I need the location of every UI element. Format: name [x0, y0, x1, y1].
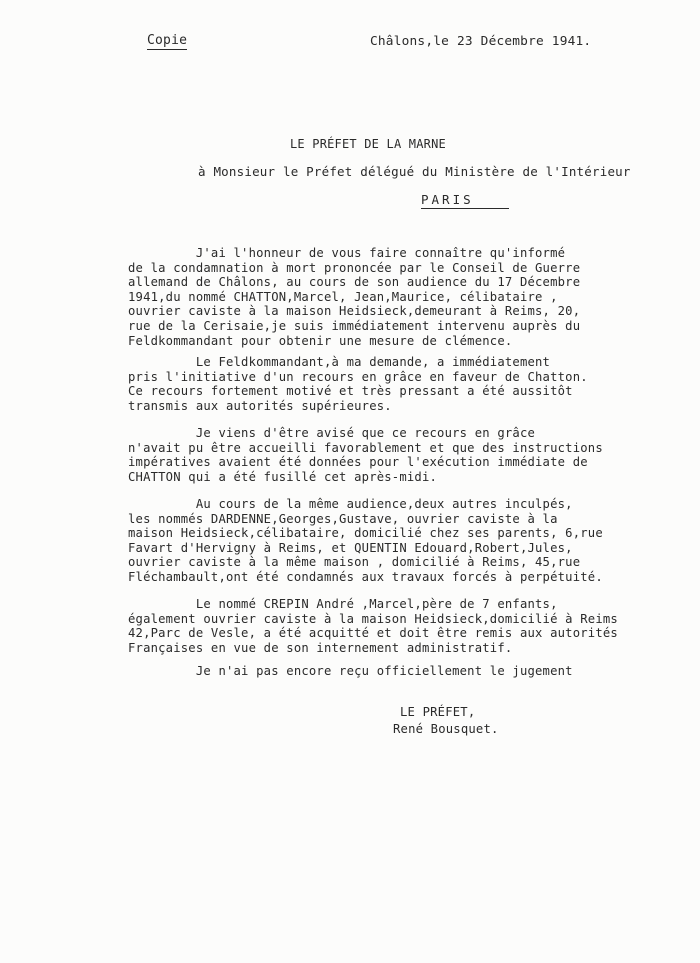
paragraph-5 [128, 597, 688, 655]
text-line: J'ai l'honneur de vous faire connaître qu'informé [128, 246, 566, 260]
recipient-line: à Monsieur le Préfet délégué du Ministère de l'Intérieur [198, 164, 631, 179]
paragraph-4 [128, 497, 688, 585]
sender-title: LE PRÉFET DE LA MARNE [290, 137, 446, 151]
paragraph-1 [128, 246, 688, 348]
text-line: Le Feldkommandant,à ma demande, a immédiatement [128, 355, 551, 369]
text-line: 42,Parc de Vesle, a été acquitté et doit être remis aux autorités [128, 626, 618, 641]
text-line: 1941,du nommé CHATTON,Marcel, Jean,Maurice, célibataire , [128, 289, 558, 304]
text-line: Je viens d'être avisé que ce recours en grâce [128, 426, 536, 440]
text-line: Ce recours fortement motivé et très pressant a été aussitôt [128, 384, 573, 399]
text-line: n'avait pu être accueilli favorablement et que des instructions [128, 440, 603, 455]
text-line: Françaises en vue de son internement administratif. [128, 640, 513, 655]
text-line: Feldkommandant pour obtenir une mesure de clémence. [128, 333, 513, 348]
text-line: Fléchambault,ont été condamnés aux travaux forcés à perpétuité. [128, 569, 603, 584]
paragraph-2 [128, 355, 688, 413]
text-line: CHATTON qui a été fusillé cet après-midi. [128, 469, 438, 484]
text-line: de la condamnation à mort prononcée par le Conseil de Guerre [128, 260, 581, 275]
text-line: ouvrier caviste à la maison Heidsieck,demeurant à Reims, 20, [128, 304, 581, 319]
text-line: allemand de Châlons, au cours de son audience du 17 Décembre [128, 275, 581, 290]
text-line: Au cours de la même audience,deux autres inculpés, [128, 497, 573, 511]
text-line: pris l'initiative d'un recours en grâce en faveur de Chatton. [128, 369, 588, 384]
text-line: maison Heidsieck,célibataire, domicilié chez ses parents, 6,rue [128, 526, 603, 541]
text-line: Favart d'Hervigny à Reims, et QUENTIN Edouard,Robert,Jules, [128, 540, 573, 555]
text-line: Le nommé CREPIN André ,Marcel,père de 7 enfants, [128, 597, 558, 611]
paragraph-6 [128, 664, 688, 679]
text-line: transmis aux autorités supérieures. [128, 398, 392, 413]
text-line: rue de la Cerisaie,je suis immédiatement intervenu auprès du [128, 318, 581, 333]
text-line: impératives avaient été données pour l'exécution immédiate de [128, 455, 588, 470]
signature-name: René Bousquet. [393, 722, 499, 736]
text-line: Je n'ai pas encore reçu officiellement le jugement [128, 664, 573, 678]
text-line: les nommés DARDENNE,Georges,Gustave, ouvrier caviste à la [128, 511, 558, 526]
paragraph-3 [128, 426, 688, 484]
recipient-city: PARIS [421, 193, 509, 209]
copy-label: Copie [147, 33, 188, 48]
text-line: également ouvrier caviste à la maison Heidsieck,domicilié à Reims [128, 611, 618, 626]
text-line: ouvrier caviste à la même maison , domicilié à Reims, 45,rue [128, 555, 581, 570]
date-line: Châlons,le 23 Décembre 1941. [370, 34, 592, 49]
signature-title: LE PRÉFET, [400, 705, 476, 719]
